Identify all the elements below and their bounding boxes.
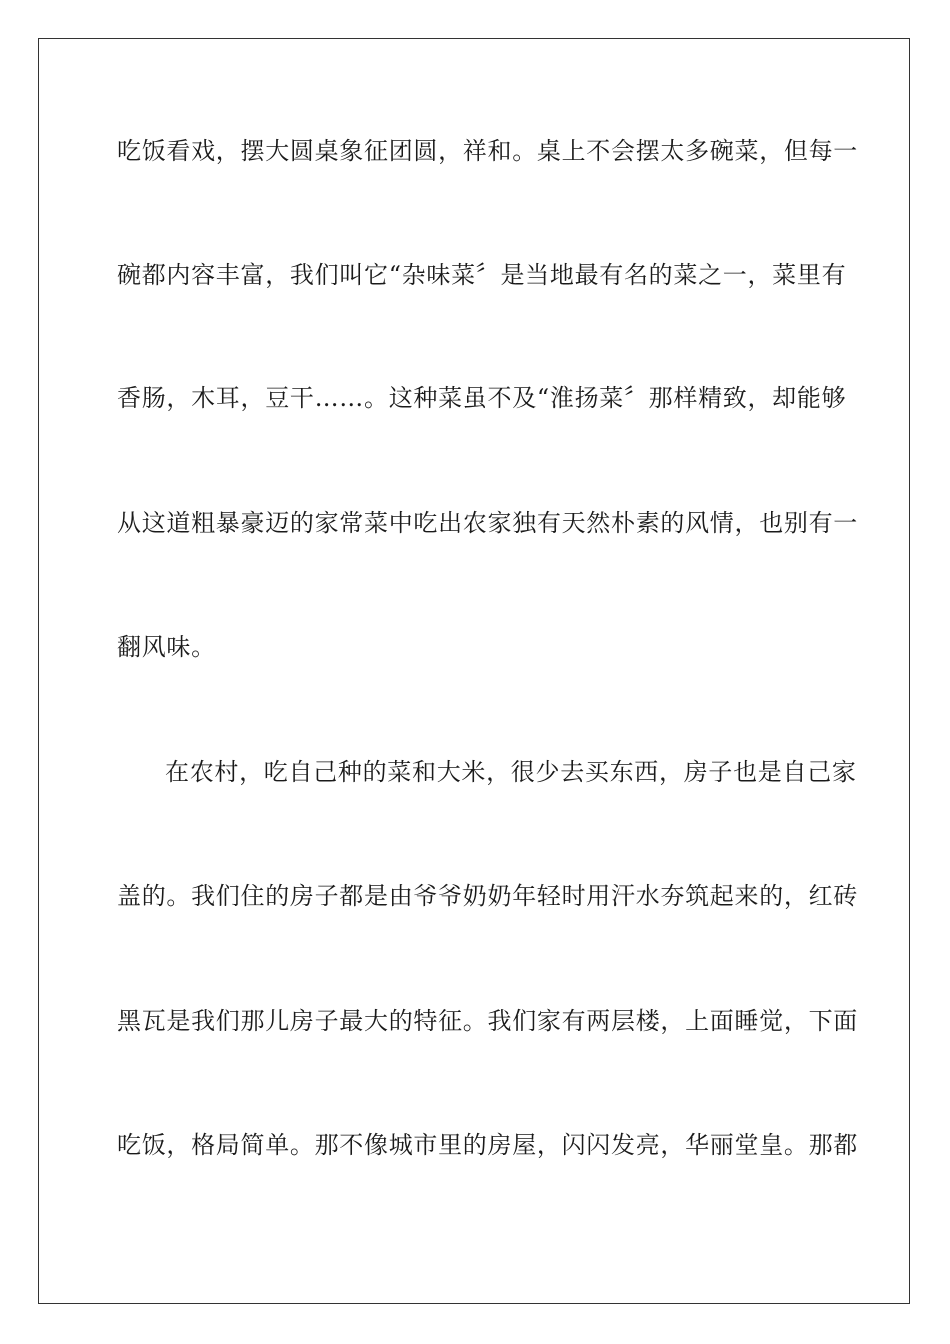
paragraph-line-2: 碗都内容丰富，我们叫它“杂味菜〞是当地最有名的菜之一，菜里有: [117, 261, 847, 289]
page-border: [38, 38, 910, 1304]
paragraph-line-9: 吃饭，格局简单。那不像城市里的房屋，闪闪发亮，华丽堂皇。那都: [117, 1131, 858, 1159]
paragraph-line-4: 从这道粗暴豪迈的家常菜中吃出农家独有天然朴素的风情，也别有一: [117, 509, 858, 537]
paragraph-line-6: 在农村，吃自己种的菜和大米，很少去买东西，房子也是自己家: [165, 758, 857, 786]
paragraph-line-3: 香肠，木耳，豆干……。这种菜虽不及“淮扬菜〞那样精致，却能够: [117, 384, 847, 412]
paragraph-line-1: 吃饭看戏，摆大圆桌象征团圆，祥和。桌上不会摆太多碗菜，但每一: [117, 137, 858, 165]
paragraph-line-7: 盖的。我们住的房子都是由爷爷奶奶年轻时用汗水夯筑起来的，红砖: [117, 882, 858, 910]
paragraph-line-8: 黑瓦是我们那儿房子最大的特征。我们家有两层楼，上面睡觉，下面: [117, 1007, 858, 1035]
paragraph-line-5: 翻风味。: [117, 633, 216, 661]
